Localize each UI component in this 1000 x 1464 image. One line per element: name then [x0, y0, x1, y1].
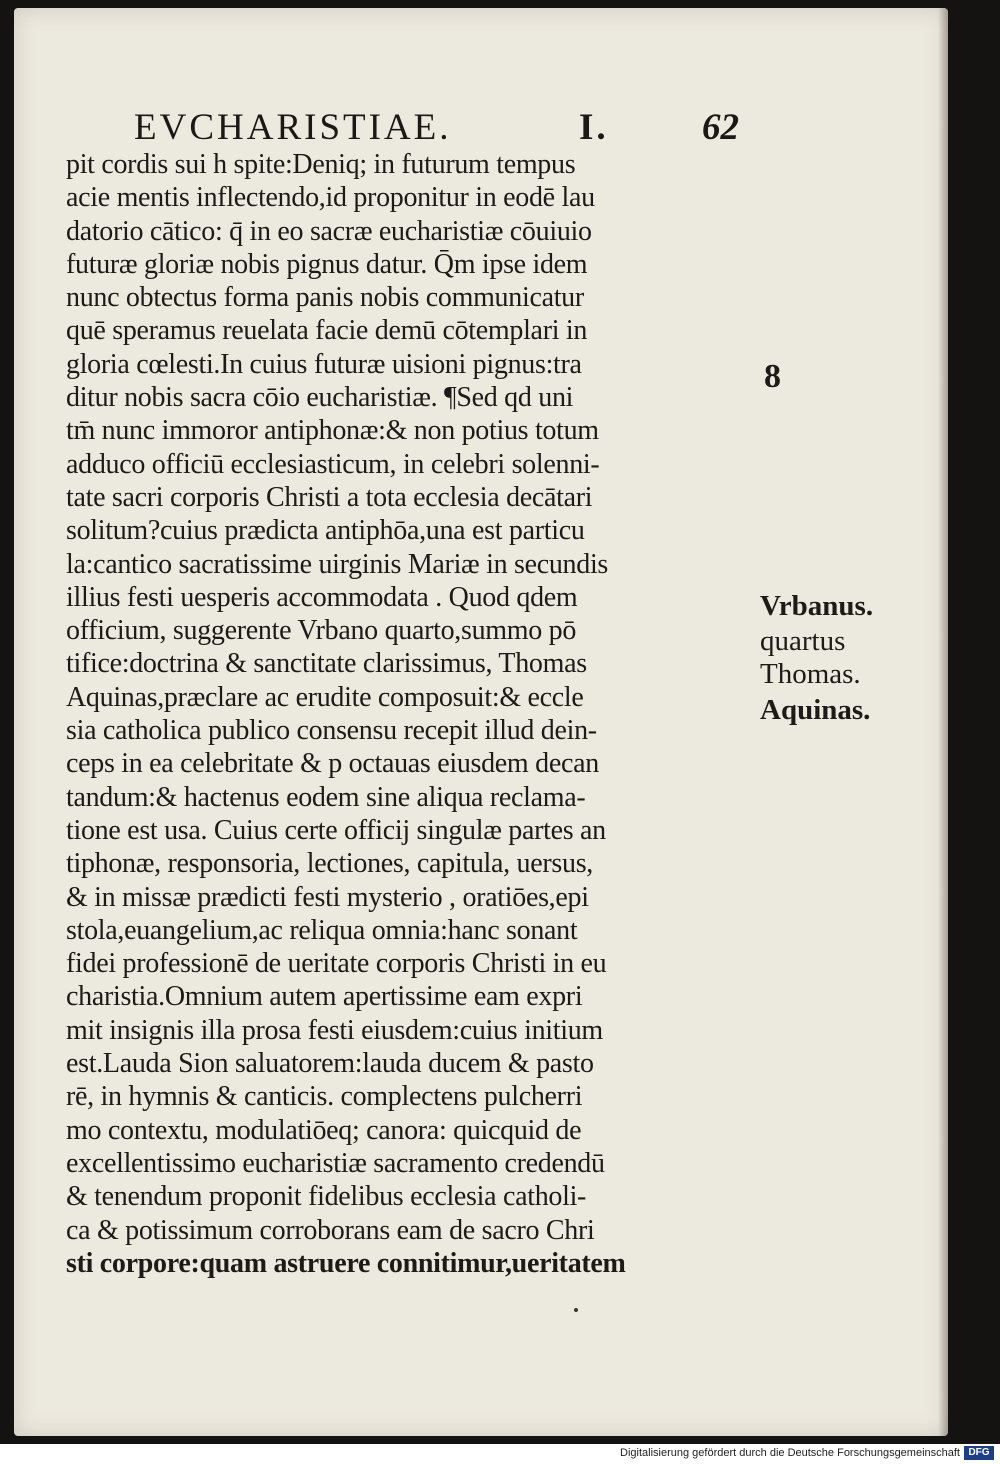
text-line: tm̄ nunc immoror antiphonæ:& non potius totum [66, 415, 599, 447]
text-line: charistia.Omnium autem apertissime eam expri [66, 981, 583, 1013]
text-line: tate sacri corporis Christi a tota ecclesia decātari [66, 481, 593, 513]
text-line: tione est usa. Cuius certe officij singulæ partes an [66, 814, 606, 846]
text-line: gloria cœlesti.In cuius futuræ uisioni pignus:tra [66, 348, 582, 380]
book-numeral: I. [579, 107, 609, 148]
text-line: illius festi uesperis accommodata . Quod qdem [66, 581, 578, 613]
text-line: ditur nobis sacra cōio eucharistiæ. ¶Sed qd uni [66, 382, 574, 414]
body-text [66, 148, 746, 1280]
dfg-logo-icon: DFG [964, 1446, 994, 1460]
text-line: tandum:& hactenus eodem sine aliqua reclama- [66, 781, 586, 813]
margin-note: Aquinas. [760, 694, 871, 726]
text-line: mit insignis illa prosa festi eiusdem:cuius initium [66, 1014, 603, 1046]
text-line: & tenendum proponit fidelibus ecclesia catholi- [66, 1181, 587, 1213]
margin-sign: 8 [764, 358, 781, 395]
text-line: datorio cātico: q̄ in eo sacræ eucharistiæ cōuiuio [66, 215, 592, 247]
margin-note: quartus [760, 625, 846, 657]
text-line: pit cordis sui h spite:Deniq; in futurum tempus [66, 149, 576, 180]
footer-bar [0, 1444, 1000, 1464]
text-line: futuræ gloriæ nobis pignus datur. Q̄m ipse idem [66, 248, 588, 280]
text-line: fidei professionē de ueritate corporis Christi in eu [66, 948, 607, 980]
text-line: acie mentis inflectendo,id proponitur in eodē lau [66, 182, 595, 214]
text-line: quē speramus reuelata facie demū cōtemplari in [66, 315, 588, 347]
text-line: tifice:doctrina & sanctitate clarissimus, Thomas [66, 648, 587, 680]
text-line: mo contextu, modulatiōeq; canora: quicquid de [66, 1114, 582, 1146]
text-line: sti corpore:quam astruere connitimur,ueritatem [66, 1247, 626, 1279]
text-line: stola,euangelium,ac reliqua omnia:hanc sonant [66, 914, 578, 946]
text-line: officium, suggerente Vrbano quarto,summo pō [66, 615, 577, 647]
margin-note: Vrbanus. [760, 590, 874, 622]
text-line: tiphonæ, responsoria, lectiones, capitula, uersus, [66, 848, 593, 880]
text-line: rē, in hymnis & canticis. complectens pulcherri [66, 1081, 583, 1113]
margin-note: Thomas. [760, 658, 861, 690]
text-line: ca & potissimum corroborans eam de sacro Chri [66, 1214, 595, 1246]
running-title: EVCHARISTIAE. [134, 107, 452, 148]
text-line: sia catholica publico consensu recepit illud dein- [66, 715, 597, 747]
book-page [14, 8, 948, 1436]
text-line: excellentissimo eucharistiæ sacramento credendū [66, 1147, 605, 1179]
text-line: ceps in ea celebritate & p octauas eiusdem decan [66, 748, 599, 780]
text-line: & in missæ prædicti festi mysterio , oratiōes,epi [66, 881, 589, 913]
funding-credit: Digitalisierung gefördert durch die Deutsche Forschungsgemeinschaft [620, 1447, 960, 1459]
text-line: adduco officiū ecclesiasticum, in celebri solenni- [66, 448, 600, 480]
text-line: est.Lauda Sion saluatorem:lauda ducem & pasto [66, 1048, 594, 1080]
text-line: solitum?cuius prædicta antiphōa,una est particu [66, 515, 585, 547]
text-line: Aquinas,præclare ac erudite composuit:& eccle [66, 681, 584, 713]
folio-number: 62 [702, 107, 739, 148]
text-line: la:cantico sacratissime uirginis Mariæ in secundis [66, 548, 609, 580]
text-line: nunc obtectus forma panis nobis communicatur [66, 282, 584, 314]
ink-speck [574, 1308, 578, 1312]
